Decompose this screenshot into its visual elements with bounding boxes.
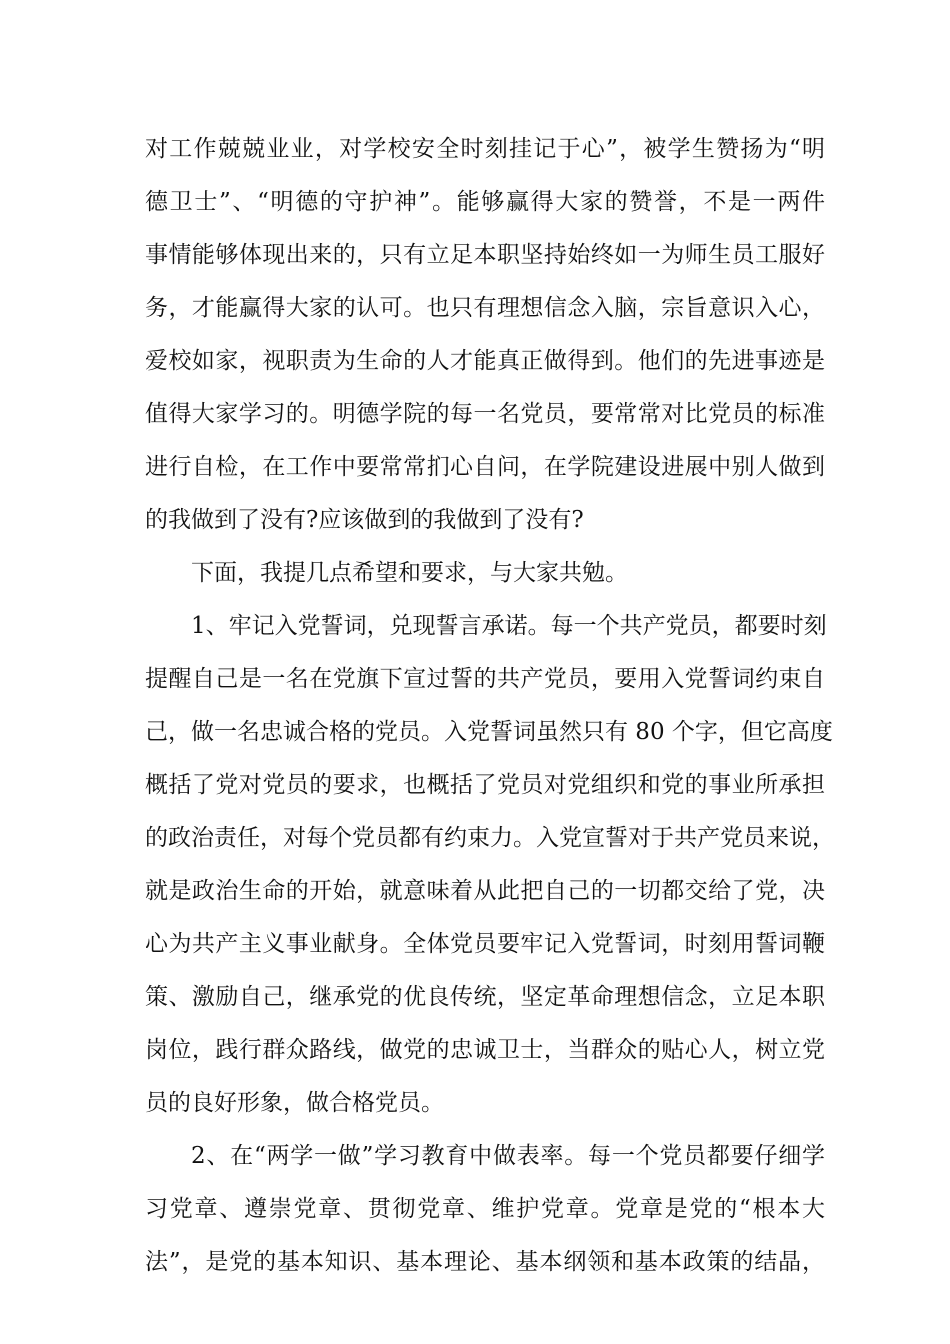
text-line: 就是政治生命的开始，就意味着从此把自己的一切都交给了党，决 bbox=[145, 878, 825, 904]
paragraph-transition bbox=[145, 547, 825, 600]
text-line: 习党章、遵崇党章、贯彻党章、维护党章。党章是党的“根本大 bbox=[145, 1196, 825, 1222]
text-line: 法”，是党的基本知识、基本理论、基本纲领和基本政策的结晶， bbox=[145, 1249, 825, 1275]
body-text bbox=[145, 123, 835, 1289]
text-line: 值得大家学习的。明德学院的每一名党员，要常常对比党员的标准 bbox=[145, 401, 825, 427]
text-line: 德卫士”、“明德的守护神”。能够赢得大家的赞誉，不是一两件 bbox=[145, 189, 825, 215]
text-line: 岗位，践行群众路线，做党的忠诚卫士，当群众的贴心人，树立党 bbox=[145, 1037, 825, 1063]
text-line: 的政治责任，对每个党员都有约束力。入党宣誓对于共产党员来说， bbox=[145, 825, 835, 851]
text-line: 策、激励自己，继承党的优良传统，坚定革命理想信念，立足本职 bbox=[145, 984, 825, 1010]
text-line: 己，做一名忠诚合格的党员。入党誓词虽然只有 80 个字，但它高度 bbox=[145, 719, 833, 745]
paragraph-point-1 bbox=[145, 600, 835, 1130]
text-line: 员的良好形象，做合格党员。 bbox=[145, 1090, 444, 1116]
text-line: 提醒自己是一名在党旗下宣过誓的共产党员，要用入党誓词约束自 bbox=[145, 666, 825, 692]
text-line: 爱校如家，视职责为生命的人才能真正做得到。他们的先进事迹是 bbox=[145, 348, 825, 374]
text-line: 2、在“两学一做”学习教育中做表率。每一个党员都要仔细学 bbox=[191, 1143, 825, 1169]
paragraph-point-2 bbox=[145, 1130, 825, 1289]
text-line: 1、牢记入党誓词，兑现誓言承诺。每一个共产党员，都要时刻 bbox=[191, 613, 827, 639]
text-line: 心为共产主义事业献身。全体党员要牢记入党誓词，时刻用誓词鞭 bbox=[145, 931, 825, 957]
text-line: 进行自检，在工作中要常常扪心自问，在学院建设进展中别人做到 bbox=[145, 454, 825, 480]
paragraph-intro bbox=[145, 123, 825, 547]
text-line: 的我做到了没有?应该做到的我做到了没有? bbox=[145, 507, 584, 533]
text-line: 务，才能赢得大家的认可。也只有理想信念入脑，宗旨意识入心， bbox=[145, 295, 825, 321]
text-line: 对工作兢兢业业，对学校安全时刻挂记于心”，被学生赞扬为“明 bbox=[145, 136, 825, 162]
text-line: 事情能够体现出来的，只有立足本职坚持始终如一为师生员工服好 bbox=[145, 242, 825, 268]
text-line: 下面，我提几点希望和要求，与大家共勉。 bbox=[191, 560, 628, 586]
text-line: 概括了党对党员的要求，也概括了党员对党组织和党的事业所承担 bbox=[145, 772, 825, 798]
